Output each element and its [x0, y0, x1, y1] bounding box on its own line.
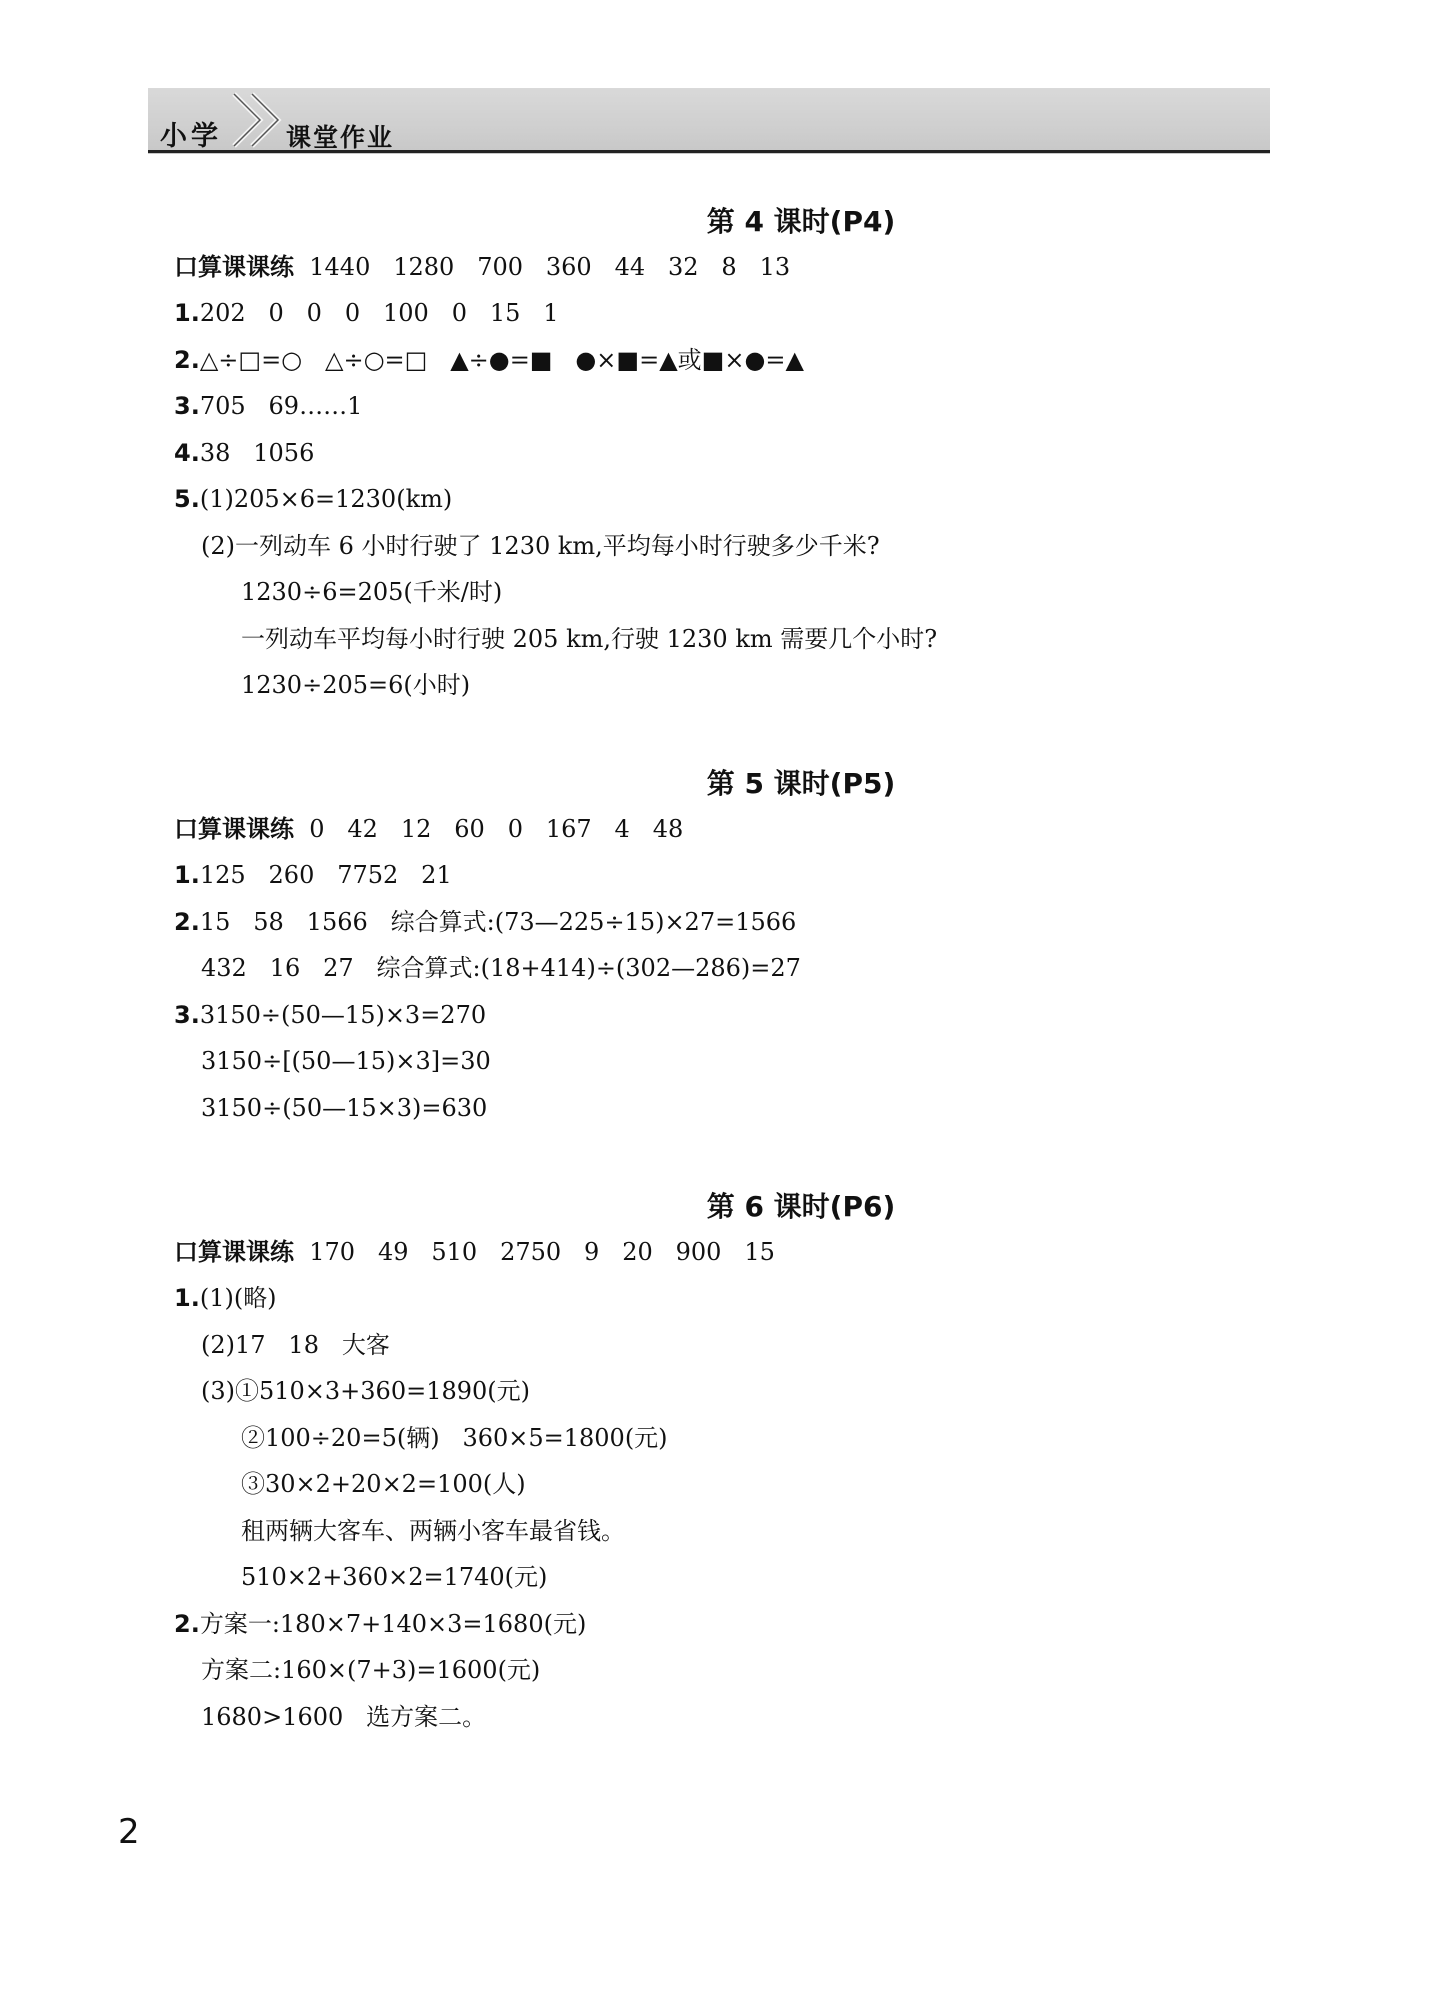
section-title: 第 4 课时(P4): [706, 205, 896, 238]
line: 一列动车平均每小时行驶 205 km,行驶 1230 km 需要几个小时?: [241, 625, 938, 653]
line: (3)①510×3+360=1890(元): [201, 1377, 531, 1405]
section-title: 第 5 课时(P5): [706, 767, 896, 800]
line: ③30×2+20×2=100(人): [241, 1470, 526, 1498]
page-number: 2: [118, 1812, 140, 1852]
line: 510×2+360×2=1740(元): [241, 1563, 548, 1591]
line: 1.202 0 0 0 100 0 15 1: [174, 299, 559, 327]
line: 2.方案一:180×7+140×3=1680(元): [174, 1610, 587, 1638]
line: 3.705 69……1: [174, 392, 363, 420]
line: 5.(1)205×6=1230(km): [174, 485, 453, 513]
line: 1.(1)(略): [174, 1284, 277, 1312]
line: (2)一列动车 6 小时行驶了 1230 km,平均每小时行驶多少千米?: [201, 532, 880, 560]
line: 口算课课练 1440 1280 700 360 44 32 8 13: [174, 253, 791, 281]
line: 432 16 27 综合算式:(18+414)÷(302—286)=27: [201, 954, 801, 982]
line: 1230÷6=205(千米/时): [241, 578, 503, 606]
line: 1680>1600 选方案二。: [201, 1703, 487, 1731]
chevron-right-icon: [230, 88, 290, 150]
line: 方案二:160×(7+3)=1600(元): [201, 1656, 541, 1684]
line: 1.125 260 7752 21: [174, 861, 452, 889]
line: 2.15 58 1566 综合算式:(73—225÷15)×27=1566: [174, 908, 797, 936]
header-brand: 小学: [160, 121, 222, 152]
line: (2)17 18 大客: [201, 1331, 390, 1359]
line: 2.△÷□=○ △÷○=□ ▲÷●=■ ●×■=▲或■×●=▲: [174, 346, 804, 374]
line: 口算课课练 170 49 510 2750 9 20 900 15: [174, 1238, 775, 1266]
line: 4.38 1056: [174, 439, 315, 467]
section-title: 第 6 课时(P6): [706, 1190, 896, 1223]
header-title: 课堂作业: [286, 123, 395, 152]
line: 租两辆大客车、两辆小客车最省钱。: [241, 1517, 625, 1545]
line: 3150÷(50—15×3)=630: [201, 1094, 488, 1122]
line: ②100÷20=5(辆) 360×5=1800(元): [241, 1424, 668, 1452]
line: 3.3150÷(50—15)×3=270: [174, 1001, 487, 1029]
line: 口算课课练 0 42 12 60 0 167 4 48: [174, 815, 684, 843]
line: 3150÷[(50—15)×3]=30: [201, 1047, 491, 1075]
line: 1230÷205=6(小时): [241, 671, 471, 699]
